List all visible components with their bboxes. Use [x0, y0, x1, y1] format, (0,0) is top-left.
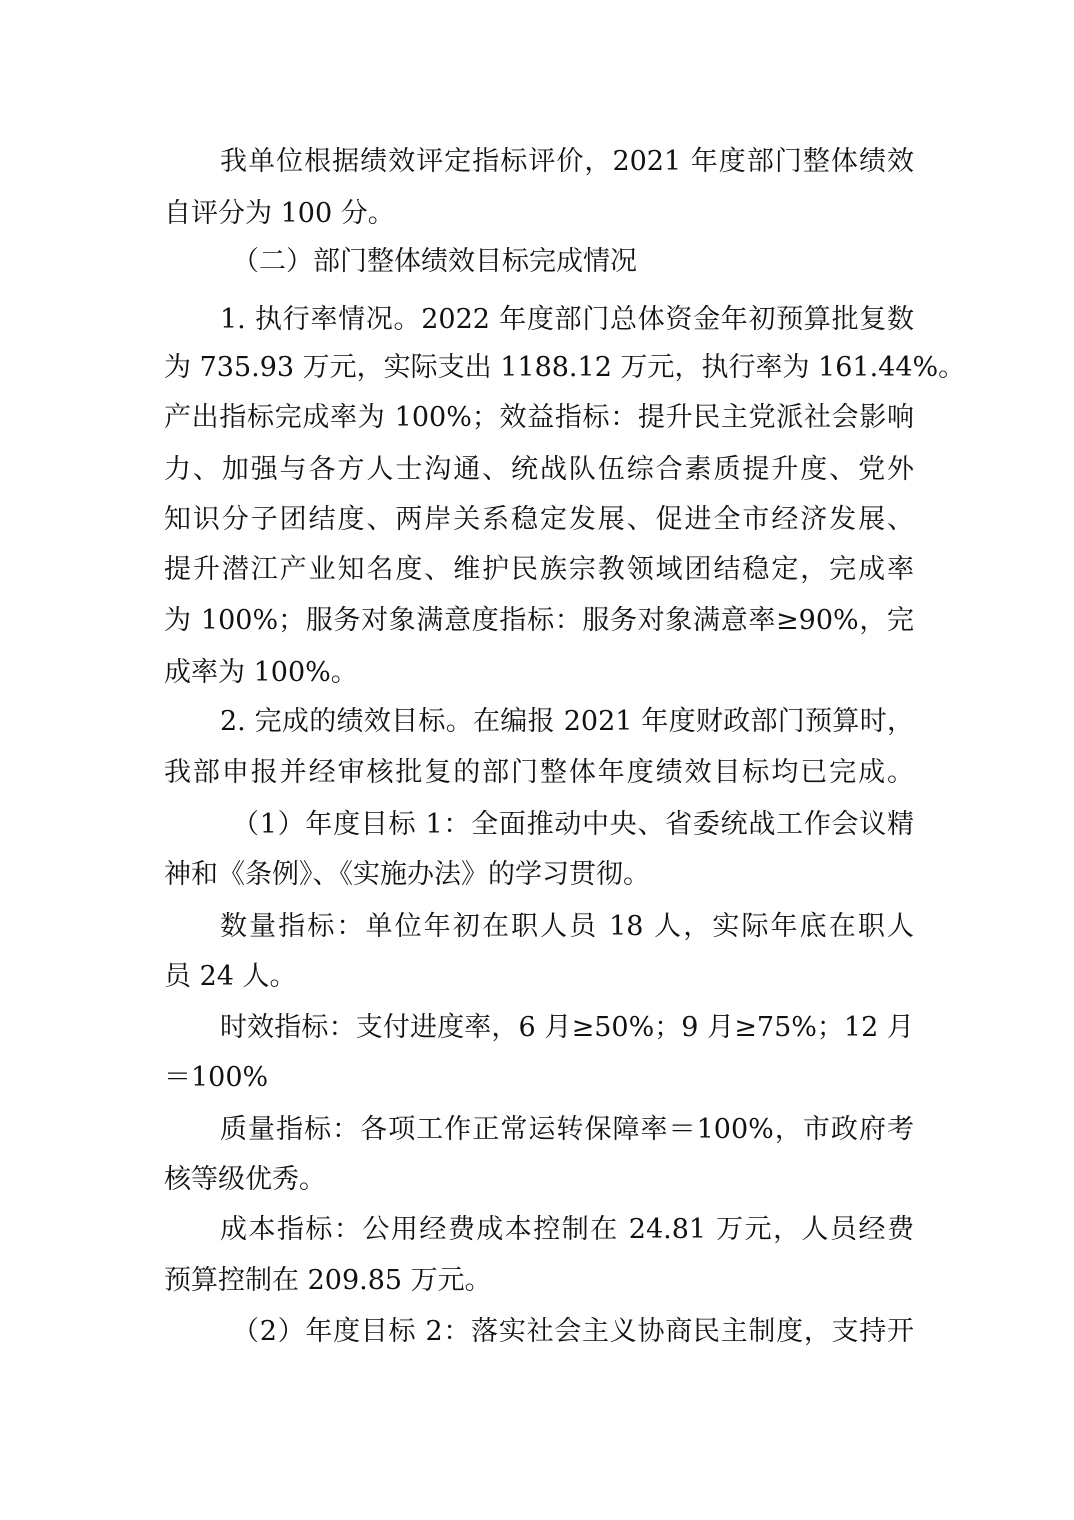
paragraph-line: 我单位根据绩效评定指标评价，2021 年度部门整体绩效: [220, 146, 914, 177]
paragraph-line: 知识分子团结度、两岸关系稳定发展、促进全市经济发展、: [164, 504, 914, 535]
section-heading: （二）部门整体绩效目标完成情况: [232, 246, 637, 277]
paragraph-line: 自评分为 100 分。: [164, 198, 395, 229]
paragraph-line: 员 24 人。: [164, 961, 297, 992]
paragraph-line: 为 735.93 万元，实际支出 1188.12 万元，执行率为 161.44%。: [164, 352, 966, 383]
paragraph-line: （2）年度目标 2：落实社会主义协商民主制度，支持开: [232, 1316, 914, 1347]
paragraph-line: 提升潜江产业知名度、维护民族宗教领域团结稳定，完成率: [164, 554, 914, 585]
paragraph-line: 力、加强与各方人士沟通、统战队伍综合素质提升度、党外: [164, 454, 914, 485]
paragraph-line: 产出指标完成率为 100%；效益指标：提升民主党派社会影响: [164, 402, 914, 433]
paragraph-line: 1. 执行率情况。2022 年度部门总体资金年初预算批复数: [220, 304, 914, 335]
paragraph-line: （1）年度目标 1：全面推动中央、省委统战工作会议精: [232, 809, 914, 840]
paragraph-line: 为 100%；服务对象满意度指标：服务对象满意率≥90%，完: [164, 605, 914, 636]
paragraph-line: 神和《条例》、《实施办法》的学习贯彻。: [164, 859, 650, 890]
paragraph-line: 预算控制在 209.85 万元。: [164, 1265, 492, 1296]
paragraph-line: 核等级优秀。: [164, 1164, 326, 1195]
paragraph-line: 2. 完成的绩效目标。在编报 2021 年度财政部门预算时，: [220, 706, 914, 737]
paragraph-line: 数量指标：单位年初在职人员 18 人，实际年底在职人: [220, 911, 914, 942]
paragraph-line: 成本指标：公用经费成本控制在 24.81 万元，人员经费: [220, 1214, 914, 1245]
paragraph-line: 成率为 100%。: [164, 657, 358, 688]
paragraph-line: 质量指标：各项工作正常运转保障率＝100%，市政府考: [220, 1114, 914, 1145]
paragraph-line: 时效指标：支付进度率，6 月≥50%；9 月≥75%；12 月: [220, 1012, 914, 1043]
paragraph-line: 我部申报并经审核批复的部门整体年度绩效目标均已完成。: [164, 757, 914, 788]
paragraph-line: ＝100%: [164, 1062, 269, 1093]
